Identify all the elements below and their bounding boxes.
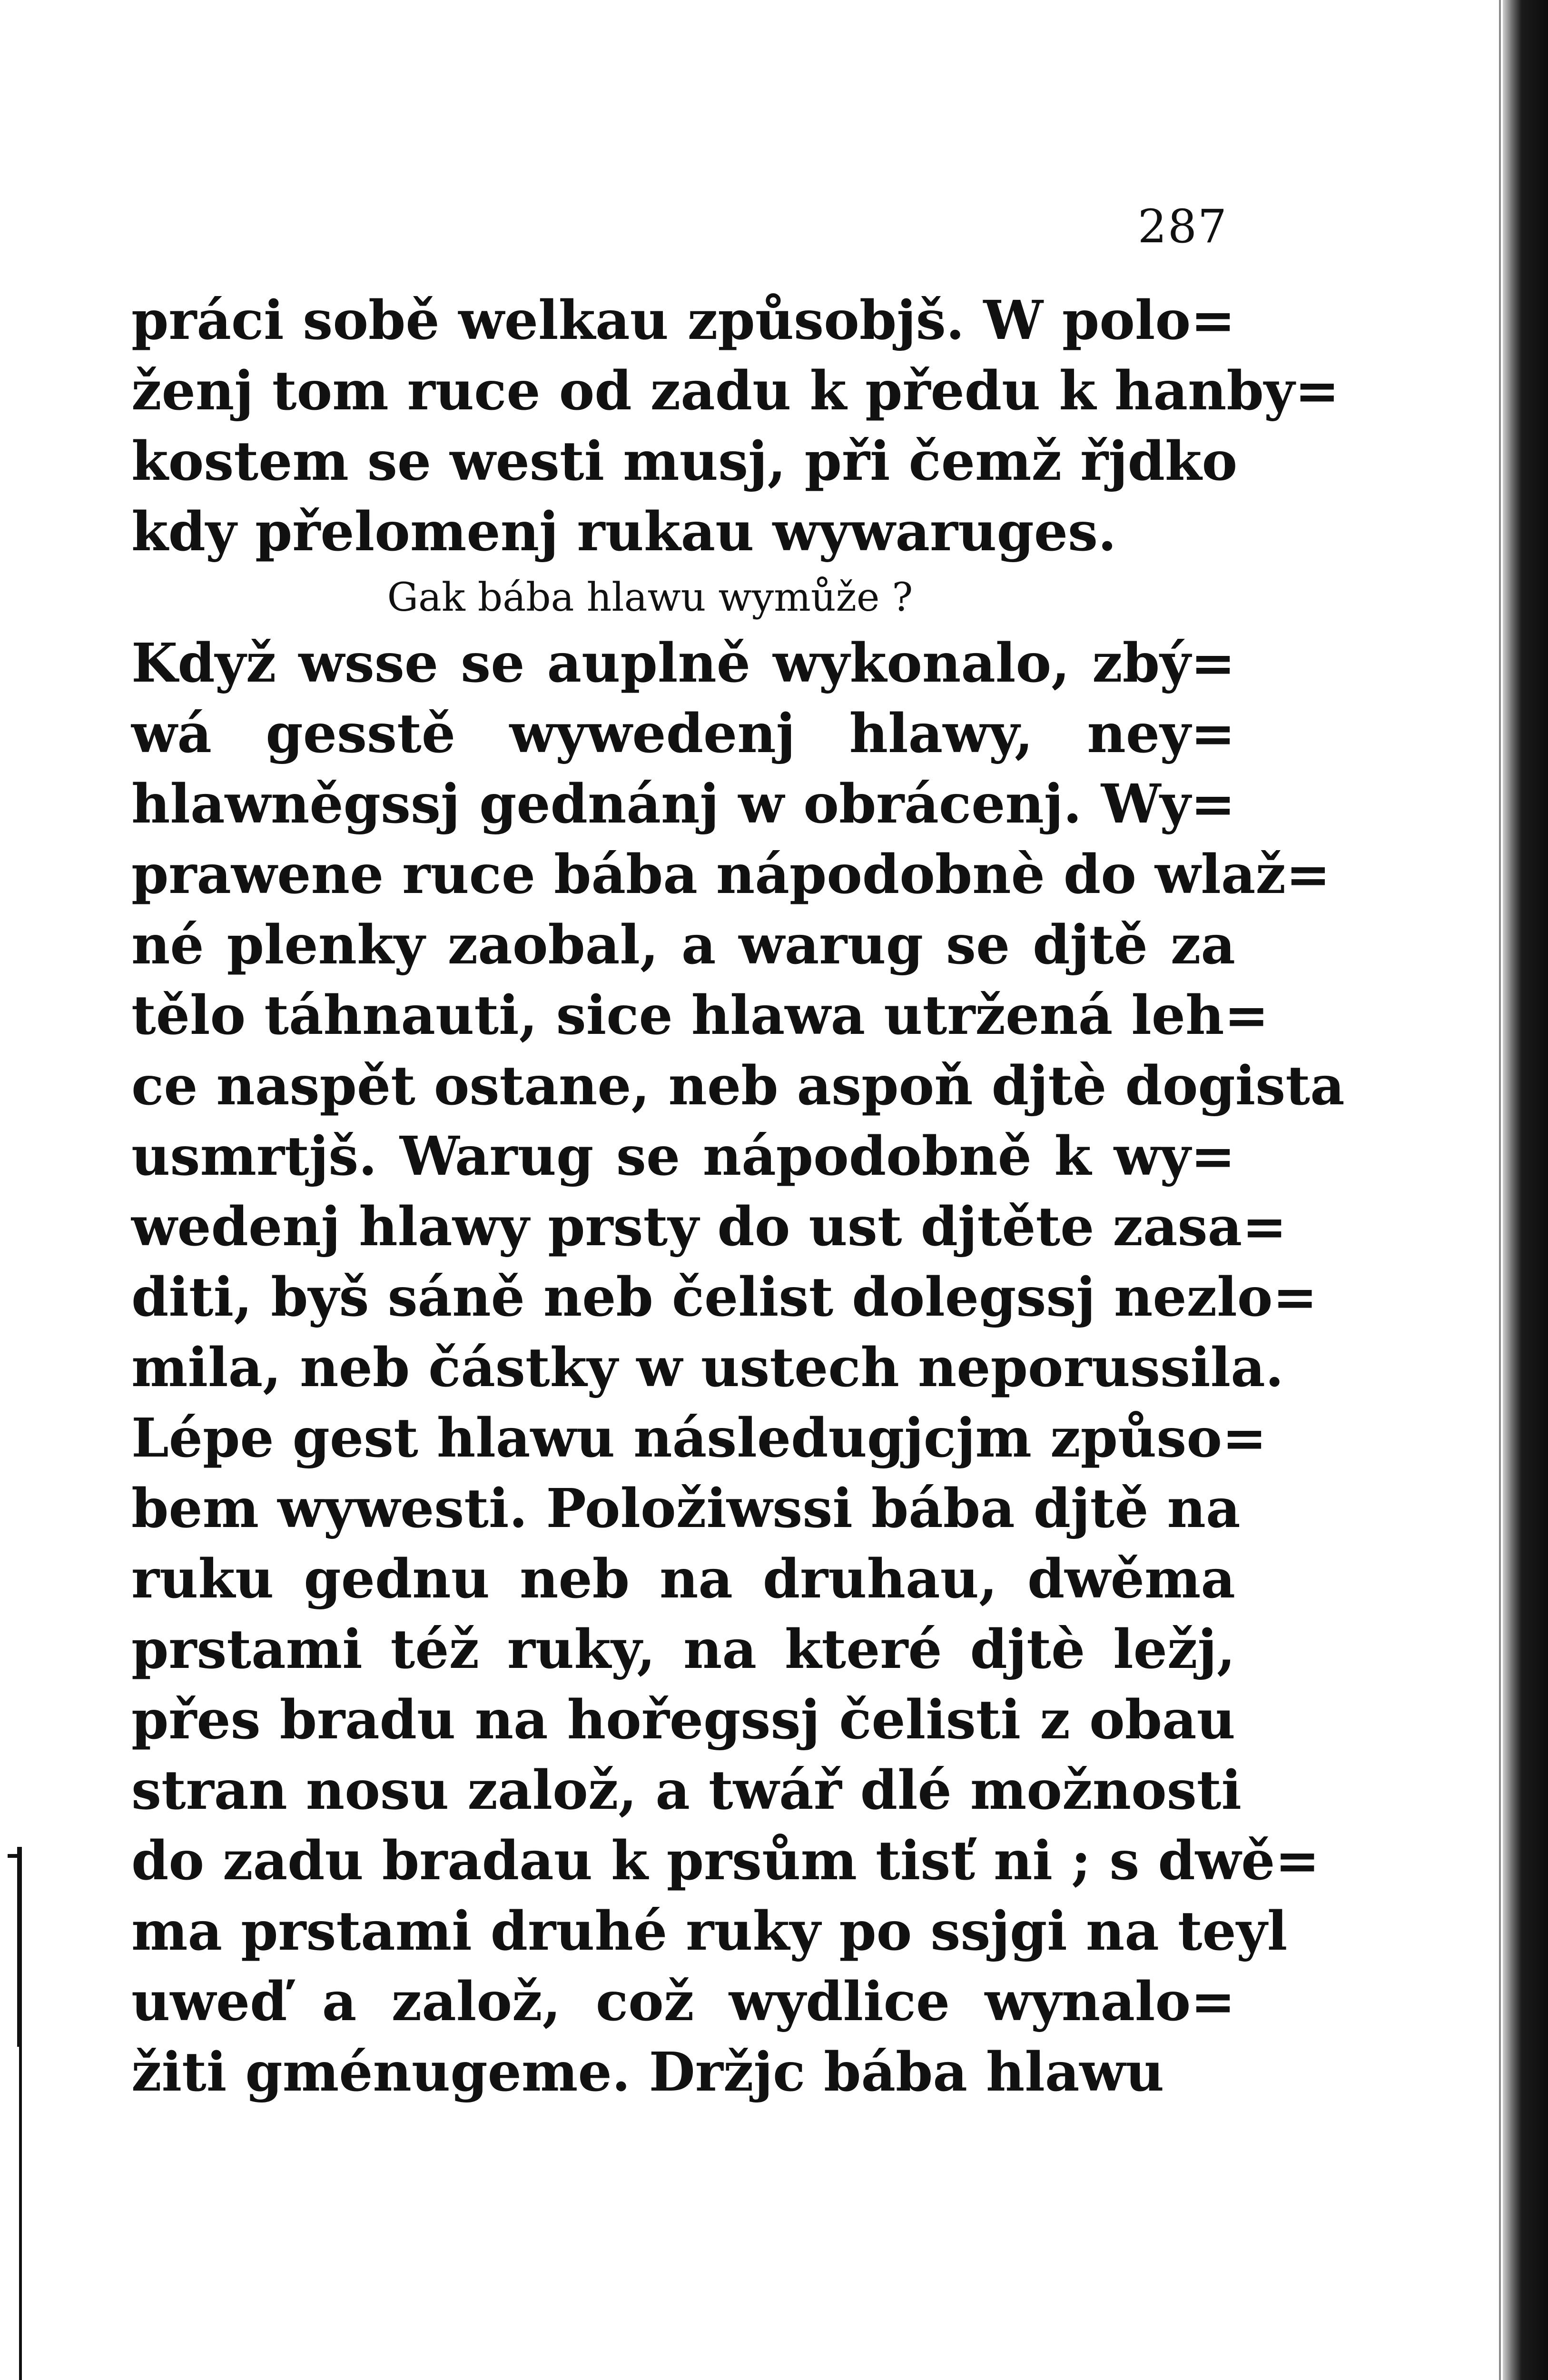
text-line: tělo táhnauti, sice hlawa utržená leh=	[131, 984, 1269, 1047]
margin-mark	[19, 2047, 22, 2380]
text-line: hlawněgssj gednánj w obrácenj. Wy=	[131, 773, 1235, 835]
text-line: prawene ruce bába nápodobnè do wlaž=	[131, 843, 1331, 906]
text-line: mila, neb částky w ustech neporussila.	[131, 1337, 1284, 1399]
text-line: do zadu bradau k prsům tisť ni ; s dwě=	[131, 1830, 1320, 1892]
text-line: stran nosu založ, a twář dlé možnosti	[131, 1759, 1242, 1822]
text-line: ce naspět ostane, neb aspoň djtè dogista	[131, 1055, 1345, 1117]
text-line: žiti gménugeme. Držjc bába hlawu	[131, 2041, 1164, 2103]
text-line: práci sobě welkau způsobjš. W polo=	[131, 289, 1235, 352]
text-line: přes bradu na hořegssj čelisti z obau	[131, 1689, 1235, 1751]
section-heading: Gak bába hlawu wymůže ?	[387, 575, 913, 620]
text-line: usmrtjš. Warug se nápodobně k wy=	[131, 1125, 1235, 1188]
text-line: wedenj hlawy prsty do ust djtěte zasa=	[131, 1196, 1287, 1258]
page-number: 287	[1137, 200, 1228, 253]
text-line: Lépe gest hlawu následugjcjm způso=	[131, 1407, 1267, 1469]
text-line: diti, byš sáně neb čelist dolegssj nezlo=	[131, 1266, 1318, 1329]
text-line: kdy přelomenj rukau wywaruges.	[131, 501, 1117, 563]
text-line: wá gesstě wywedenj hlawy, ney=	[131, 703, 1235, 765]
margin-mark	[17, 1847, 22, 2047]
text-line: ma prstami druhé ruky po ssjgi na teyl	[131, 1900, 1288, 1963]
page-text	[131, 286, 1345, 2108]
binding-line	[1499, 0, 1501, 2380]
text-line: prstami též ruky, na které djtè ležj,	[131, 1618, 1235, 1681]
text-line: né plenky zaobal, a warug se djtě za	[131, 914, 1235, 976]
margin-tick	[8, 1854, 22, 1858]
binding-edge	[1503, 0, 1548, 2380]
text-line: ženj tom ruce od zadu k předu k hanby=	[131, 360, 1340, 422]
text-line: kostem se westi musj, při čemž řjdko	[131, 430, 1238, 493]
text-line: uweď a založ, což wydlice wynalo=	[131, 1971, 1235, 2033]
text-line: ruku gednu neb na druhau, dwěma	[131, 1548, 1235, 1610]
text-line: Když wsse se auplně wykonalo, zbý=	[131, 632, 1235, 694]
text-line: bem wywesti. Položiwssi bába djtě na	[131, 1478, 1241, 1540]
